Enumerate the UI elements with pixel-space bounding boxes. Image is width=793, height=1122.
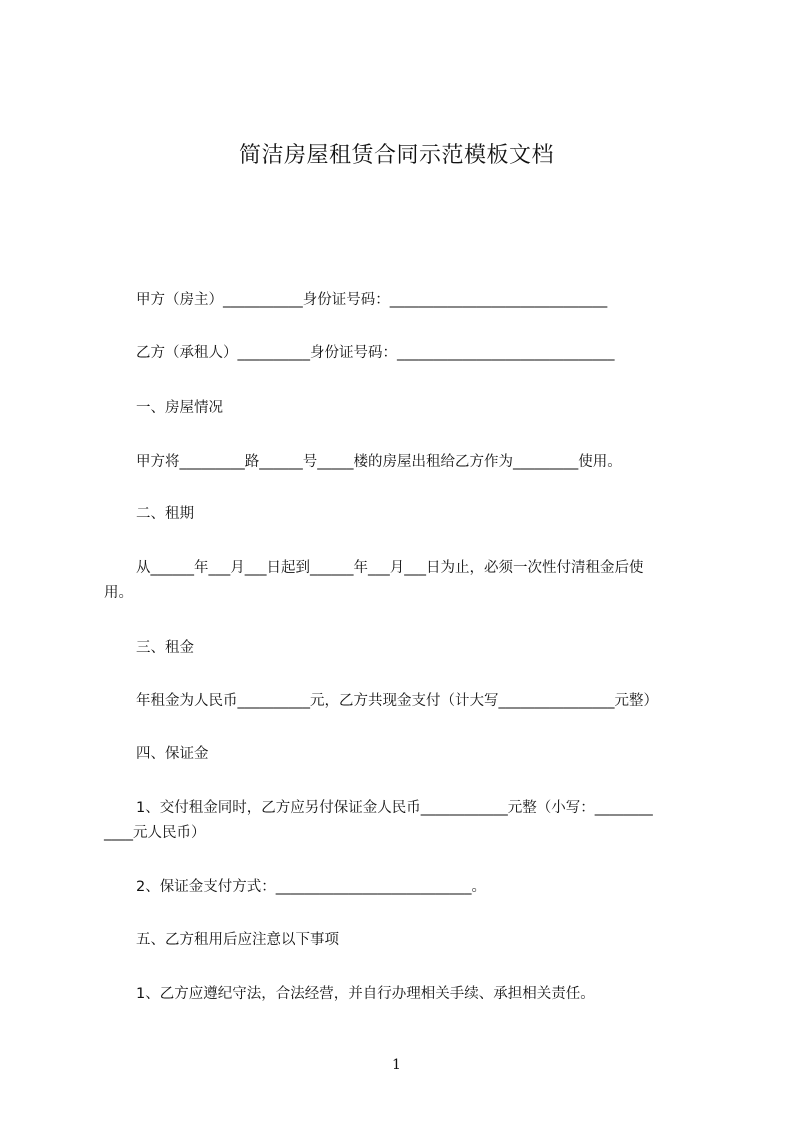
house-detail-line: 甲方将_________路______号_____楼的房屋出租给乙方作为_________使用。 xyxy=(136,454,622,470)
deposit-detail-continuation: ____元人民币） xyxy=(104,825,206,841)
page-number: 1 xyxy=(392,1057,401,1073)
rent-detail-line: 年租金为人民币__________元，乙方共现金支付（计大写________________元整） xyxy=(136,693,658,709)
deposit-detail-line: 1、交付租金同时，乙方应另付保证金人民币____________元整（小写：________ xyxy=(136,800,653,816)
notes-item-1: 1、乙方应遵纪守法，合法经营，并自行办理相关手续、承担相关责任。 xyxy=(136,986,595,1002)
term-detail-line: 从______年___月___日起到______年___月___日为止，必须一次性付清租金后使 xyxy=(136,560,644,576)
section-heading-house: 一、房屋情况 xyxy=(136,400,223,416)
section-heading-rent: 三、租金 xyxy=(136,640,194,656)
term-detail-continuation: 用。 xyxy=(104,585,133,601)
section-heading-term: 二、租期 xyxy=(136,506,194,522)
section-heading-deposit: 四、保证金 xyxy=(136,746,209,762)
section-heading-notes: 五、乙方租用后应注意以下事项 xyxy=(136,932,339,948)
party-a-line: 甲方（房主）___________身份证号码：______________________________ xyxy=(136,292,608,308)
document-title: 简洁房屋租赁合同示范模板文档 xyxy=(238,143,554,168)
deposit-payment-line: 2、保证金支付方式：___________________________。 xyxy=(136,879,486,895)
party-b-line: 乙方（承租人）__________身份证号码：______________________________ xyxy=(136,345,615,361)
